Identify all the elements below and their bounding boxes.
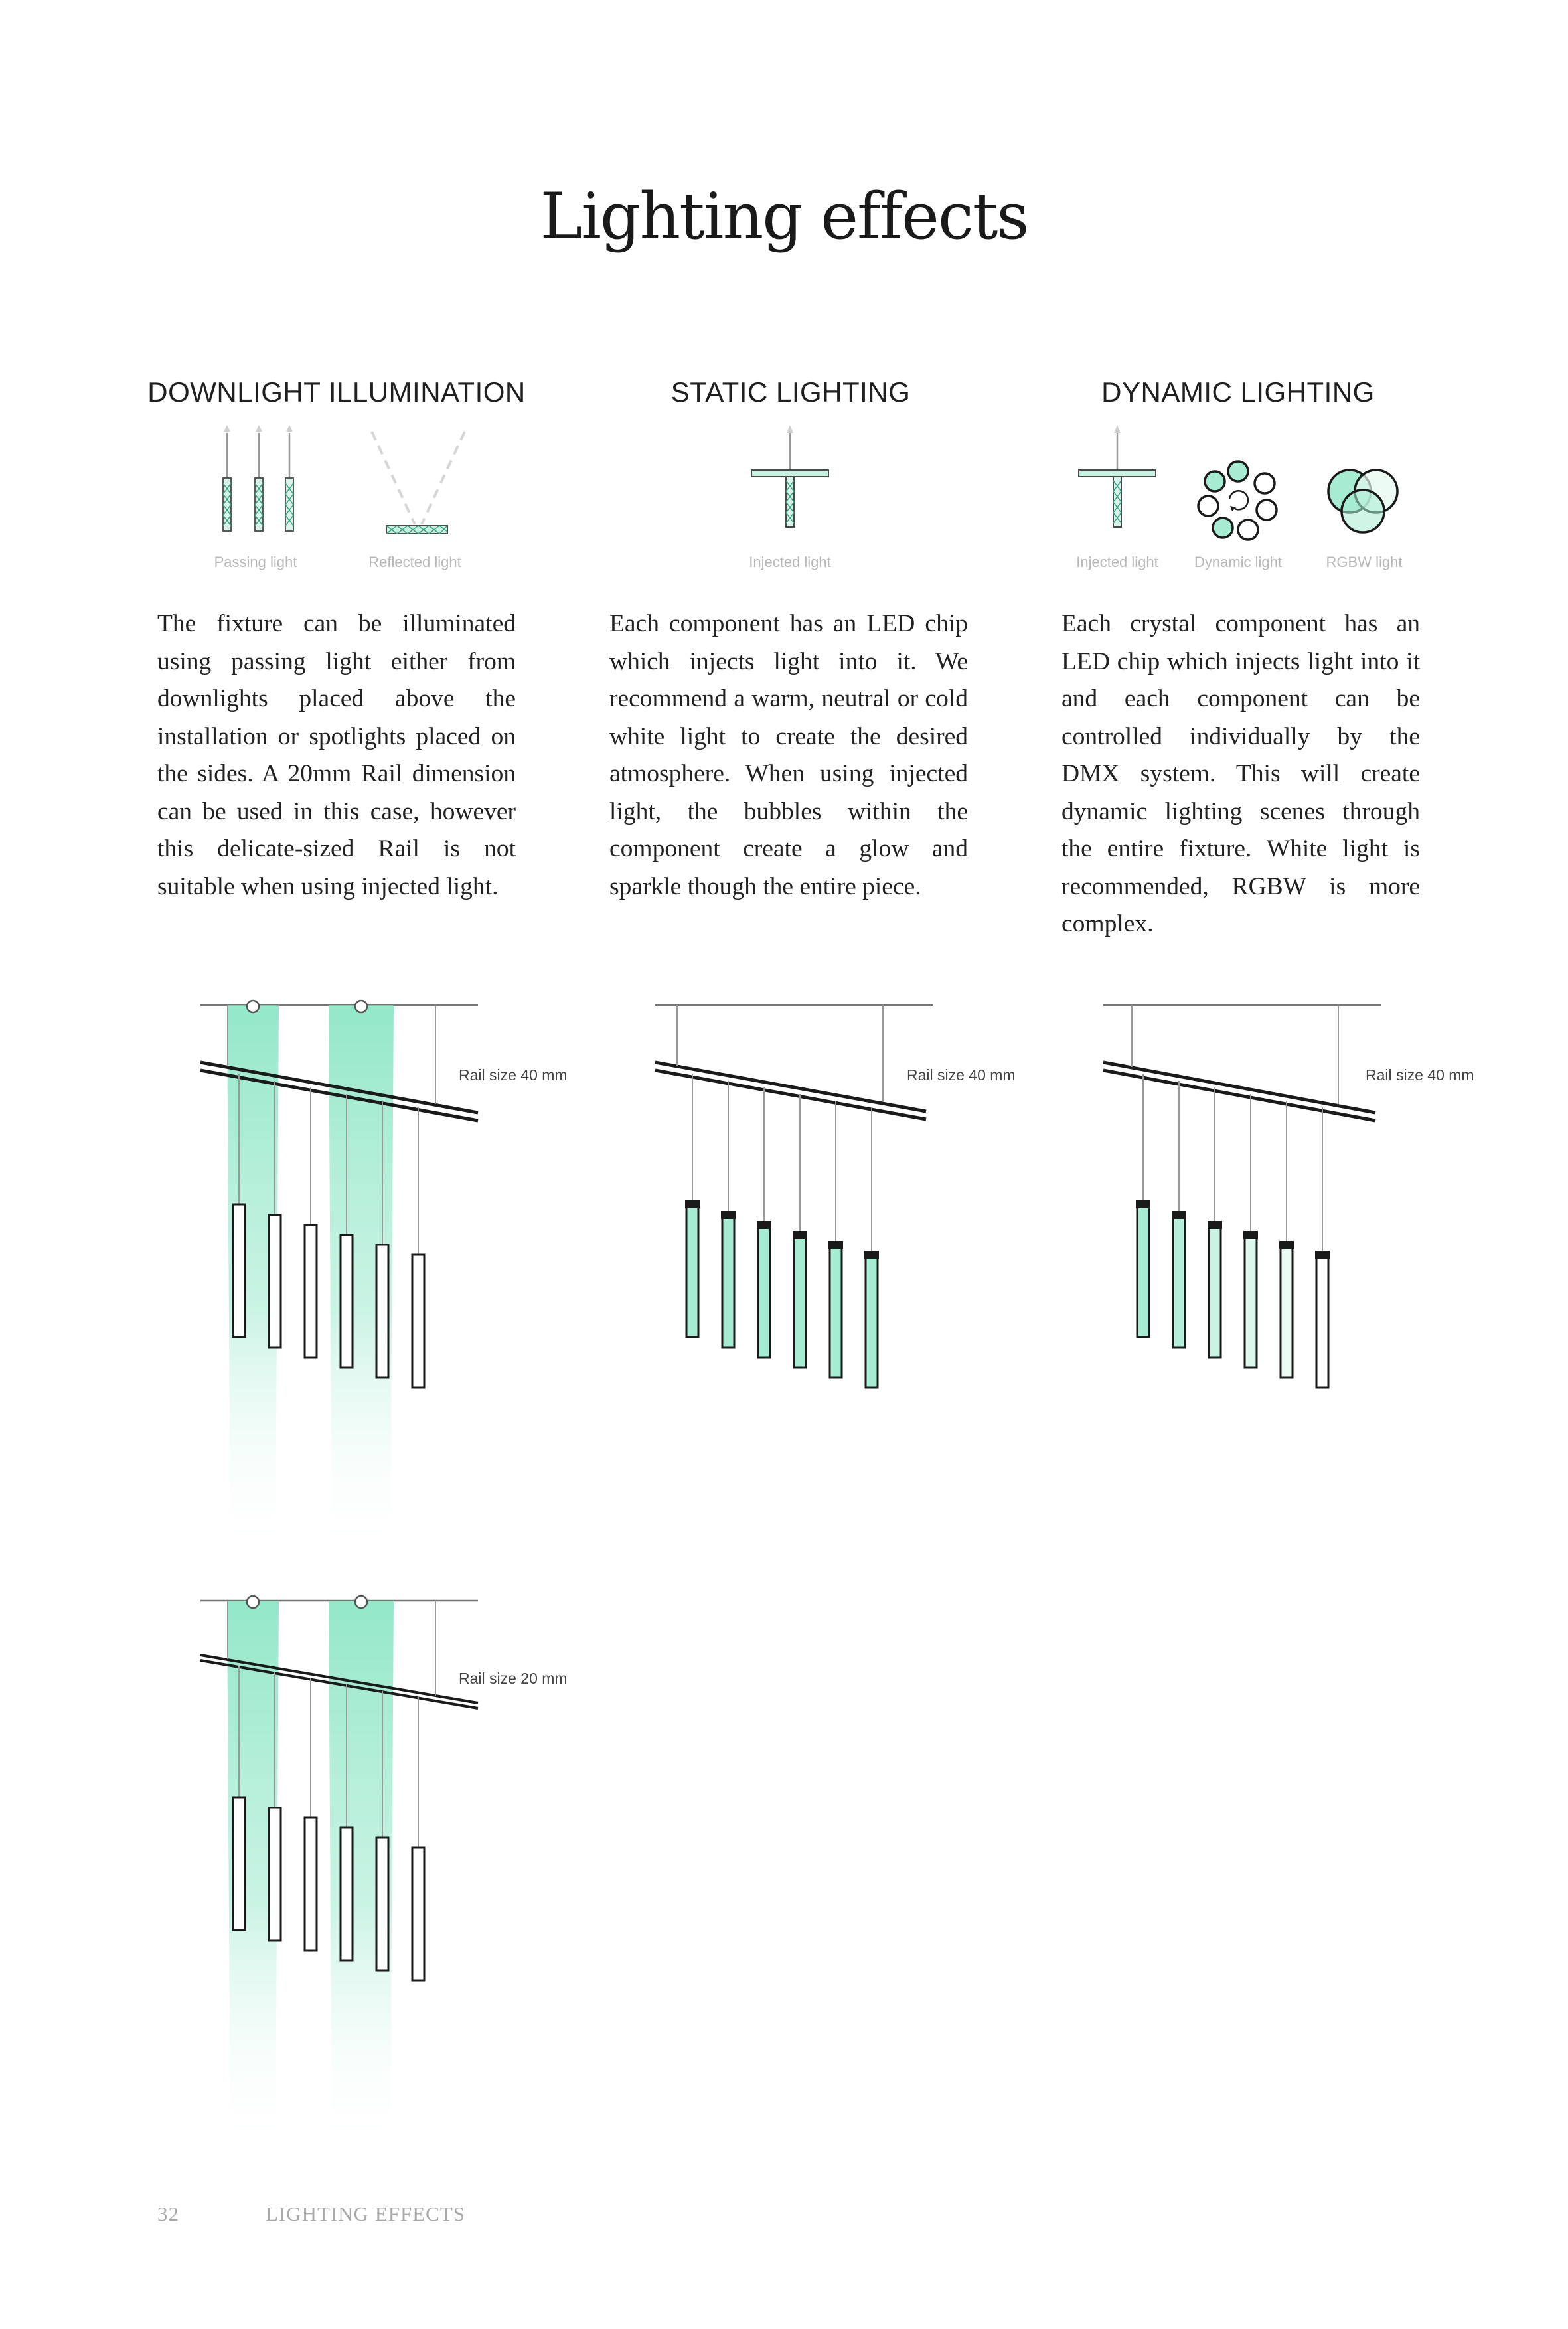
- body-text-static: Each component has an LED chip which injects light into it. We recommend a warm, neutral or cold white light to create the desired atmosphere. When using injected light, the bubbles within the component create a glow and sparkle though the entire piece.: [609, 610, 968, 900]
- dynamic-light-icon: [1195, 458, 1281, 544]
- heading-downlight: DOWNLIGHT ILLUMINATION: [147, 376, 526, 408]
- caption-rgbw-light: RGBW light: [1326, 554, 1403, 570]
- rail-label-2: Rail size 40 mm: [907, 1066, 1016, 1084]
- page-number: 32: [157, 2202, 179, 2225]
- rail-label-3: Rail size 40 mm: [1366, 1066, 1474, 1084]
- caption-injected-light-static: Injected light: [749, 554, 831, 570]
- body-text-downlight: The fixture can be illuminated using passing light either from downlights placed above the installation or spotlights placed on the sides. A 20mm Rail dimension can be used in this case, however this delicate-sized Rail is not suitable when using injected light.: [157, 610, 516, 900]
- heading-static: STATIC LIGHTING: [670, 376, 911, 408]
- rail-label-1: Rail size 40 mm: [459, 1066, 568, 1084]
- heading-dynamic: DYNAMIC LIGHTING: [1101, 376, 1375, 408]
- rail-label-4: Rail size 20 mm: [459, 1670, 568, 1687]
- reflected-light-icon: [358, 425, 478, 544]
- caption-dynamic-light: Dynamic light: [1194, 554, 1283, 570]
- rgbw-light-icon: [1324, 465, 1404, 538]
- dynamic-diagram-40: [1095, 996, 1414, 1407]
- static-diagram-40: [647, 996, 966, 1407]
- injected-light-icon-dynamic: [1077, 425, 1157, 538]
- passing-light-icon: [199, 425, 305, 538]
- body-text-dynamic: Each crystal component has an LED chip which injects light into it and each component can be controlled individually by the DMX system. This will create dynamic lighting scenes through the entire fixture. White light is recommended, RGBW is more complex.: [1061, 610, 1420, 937]
- caption-injected-light-dynamic: Injected light: [1076, 554, 1158, 570]
- caption-reflected-light: Reflected light: [368, 554, 461, 570]
- caption-passing-light: Passing light: [214, 554, 297, 570]
- page-title: Lighting effects: [540, 179, 1028, 254]
- footer-section: LIGHTING EFFECTS: [266, 2202, 466, 2225]
- injected-light-icon: [750, 425, 830, 538]
